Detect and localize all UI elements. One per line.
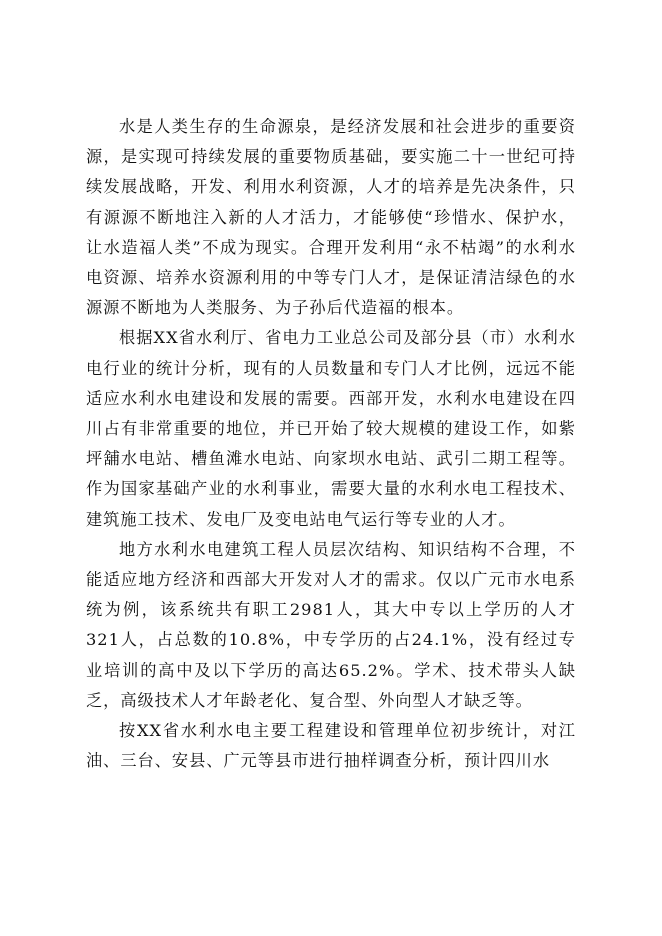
document-page [86,112,576,776]
paragraph-water-importance: 水是人类生存的生命源泉，是经济发展和社会进步的重要资源，是实现可持续发展的重要物质基础，要实施二十一世纪可持续发展战略，开发、利用水利资源，人才的培养是先决条件，只有源源不断地注入新的人才活力，才能够使“珍惜水、保护水，让水造福人类”不成为现实。合理开发利用“永不枯竭”的水利水电资源、培养水资源利用的中等专门人才，是保证清洁绿色的水源源不断地为人类服务、为子孙后代造福的根本。 [86,117,576,318]
paragraph-talent-structure: 地方水利水电建筑工程人员层次结构、知识结构不合理，不能适应地方经济和西部大开发对人才的需求。仅以广元市水电系统为例，该系统共有职工2981人，其大中专以上学历的人才321人，占总数的10.8%，中专学历的占24.1%，没有经过专业培训的高中及以下学历的高达65.2%。学术、技术带头人缺乏，高级技术人才年龄老化、复合型、外向型人才缺乏等。 [86,539,576,710]
paragraph-industry-statistics: 根据XX省水利厅、省电力工业总公司及部分县（市）水利水电行业的统计分析，现有的人员数量和专门人才比例，远远不能适应水利水电建设和发展的需要。西部开发，水利水电建设在四川占有非常重要的地位，并已开始了较大规模的建设工作，如紫坪舖水电站、槽鱼滩水电站、向家坝水电站、武引二期工程等。作为国家基础产业的水利事业，需要大量的水利水电工程技术、建筑施工技术、发电厂及变电站电气运行等专业的人才。 [86,328,576,529]
paragraph-survey-estimate: 按XX省水利水电主要工程建设和管理单位初步统计，对江油、三台、安县、广元等县市进行抽样调查分析，预计四川水 [86,721,576,771]
